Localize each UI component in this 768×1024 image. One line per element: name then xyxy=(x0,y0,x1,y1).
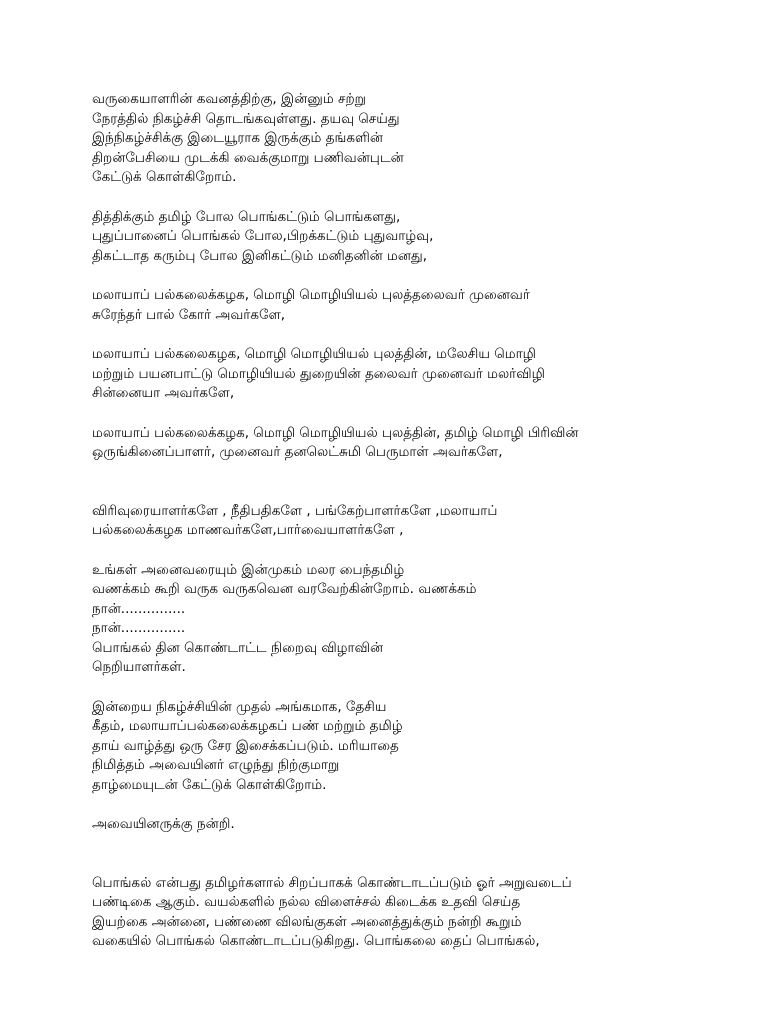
text-line: சுரேந்தர் பால் கோர் அவர்களே, xyxy=(92,306,286,323)
text-line: நிமித்தம் அவையினர் எழுந்து நிற்குமாறு xyxy=(92,757,340,773)
text-line: பொங்கல் தின கொண்டாட்ட நிறைவு விழாவின் xyxy=(92,639,384,656)
text-line: தாய் வாழ்த்து ஒரு சேர இசைக்கப்படும். மரியாதை xyxy=(92,737,399,754)
text-line: தித்திக்கும் தமிழ் போல பொங்கட்டும் பொங்களது, xyxy=(92,208,401,225)
text-line: மலாயாப் பல்கலைகழக, மொழி மொழியியல் புலத்தின், மலேசிய மொழி xyxy=(92,346,536,362)
text-line: வணக்கம் கூறி வருக வருகவென வரவேற்கின்றோம். வணக்கம் xyxy=(92,581,477,597)
text-line: கேட்டுக் கொள்கிறோம். xyxy=(92,169,237,185)
text-line: வருகையாளரின் கவனத்திற்கு, இன்னும் சற்று xyxy=(92,91,366,107)
text-line: திறன்பேசியை முடக்கி வைக்குமாறு பணிவன்புடன் xyxy=(92,149,404,166)
paragraph-thanks xyxy=(92,815,732,835)
paragraph-dean-address xyxy=(92,286,732,325)
text-line: மலாயாப் பல்கலைக்கழக, மொழி மொழியியல் புலத்தலைவர் முனைவர் xyxy=(92,287,530,303)
paragraph-welcome xyxy=(92,561,732,678)
text-line: பொங்கல் என்பது தமிழர்களால் சிறப்பாகக் கொண்டாடப்படும் ஓர் அறுவடைப் xyxy=(92,874,572,891)
text-line: ஒருங்கினைப்பாளர், முனைவர் தனலெட்சுமி பெருமாள் அவர்களே, xyxy=(92,444,503,460)
text-line: நான்............... xyxy=(92,620,186,636)
text-line: மற்றும் பயனபாட்டு மொழியியல் துறையின் தலைவர் முனைவர் மலர்விழி xyxy=(92,365,545,382)
paragraph-greeting-verse xyxy=(92,208,732,267)
text-line: வகையில் பொங்கல் கொண்டாடப்படுகிறது. பொங்கலை தைப் பொங்கல், xyxy=(92,933,540,949)
paragraph-spacer xyxy=(92,678,732,698)
text-line: பல்கலைக்கழக மாணவர்களே,பார்வையாளர்களே , xyxy=(92,522,404,538)
text-line: தாழ்மையுடன் கேட்டுக் கொள்கிறோம். xyxy=(92,776,327,793)
paragraph-coordinator-address xyxy=(92,424,732,463)
paragraph-audience-notice xyxy=(92,90,732,188)
text-line: நான்............... xyxy=(92,600,186,617)
text-line: விரிவுரையாளர்களே , நீதிபதிகளே , பங்கேற்பாளர்களே ,மலாயாப் xyxy=(92,502,498,519)
paragraph-guests-address xyxy=(92,502,732,541)
text-line: நெறியாளர்கள். xyxy=(92,659,186,675)
paragraph-spacer xyxy=(92,188,732,208)
paragraph-pongal-intro xyxy=(92,874,732,952)
text-line: சின்னையா அவர்களே, xyxy=(92,385,235,401)
text-line: மலாயாப் பல்கலைக்கழக, மொழி மொழியியல் புலத்தின், தமிழ் மொழி பிரிவின் xyxy=(92,424,579,441)
text-line: இயற்கை அன்னை, பண்ணை விலங்குகள் அனைத்துக்கும் நன்றி கூறும் xyxy=(92,913,522,930)
text-line: இன்றைய நிகழ்ச்சியின் முதல் அங்கமாக, தேசிய xyxy=(92,698,387,715)
paragraph-spacer xyxy=(92,463,732,502)
paragraph-spacer xyxy=(92,325,732,345)
text-line: கீதம், மலாயாப்பல்கலைக்கழகப் பண் மற்றும் தமிழ் xyxy=(92,718,403,734)
text-line: அவையினருக்கு நன்றி. xyxy=(92,816,235,832)
paragraph-spacer xyxy=(92,795,732,815)
paragraph-anthem-notice xyxy=(92,698,732,796)
text-line: திகட்டாத கரும்பு போல இனிகட்டும் மனிதனின் மனது, xyxy=(92,247,428,264)
text-line: உங்கள் அனைவரையும் இன்முகம் மலர பைந்தமிழ் xyxy=(92,561,405,578)
paragraph-spacer xyxy=(92,266,732,286)
text-line: இந்நிகழ்ச்சிக்கு இடையூராக இருக்கும் தங்களின் xyxy=(92,130,383,146)
paragraph-spacer xyxy=(92,835,732,874)
paragraph-spacer xyxy=(92,541,732,561)
text-line: பண்டிகை ஆகும். வயல்களில் நல்ல விளைச்சல் கிடைக்க உதவி செய்த xyxy=(92,894,521,910)
text-line: நேரத்தில் நிகழ்ச்சி தொடங்கவுள்ளது. தயவு செய்து xyxy=(92,110,400,127)
document-body xyxy=(92,90,732,952)
paragraph-spacer xyxy=(92,404,732,424)
paragraph-head-address xyxy=(92,345,732,404)
text-line: புதுப்பானைப் பொங்கல் போல,பிறக்கட்டும் புதுவாழ்வு, xyxy=(92,228,434,244)
